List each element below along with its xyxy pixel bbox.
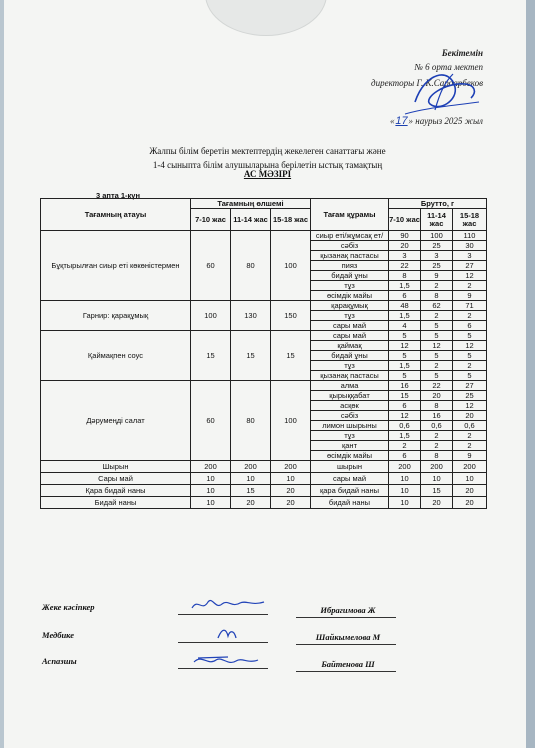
ingredient-gross-cell: 20 xyxy=(453,485,487,497)
ingredient-gross-cell: 6 xyxy=(453,321,487,331)
ingredient-gross-cell: 5 xyxy=(453,371,487,381)
heading-menu-title: АС МӘЗІРІ xyxy=(243,169,292,179)
ingredient-gross-cell: 3 xyxy=(421,251,453,261)
ingredient-gross-cell: 2 xyxy=(421,431,453,441)
ingredient-gross-cell: 5 xyxy=(421,371,453,381)
ingredient-gross-cell: 200 xyxy=(389,461,421,473)
dish-name-cell: Қаймақпен соус xyxy=(41,331,191,381)
dish-portion-cell: 150 xyxy=(271,301,311,331)
table-row xyxy=(41,497,487,509)
ingredient-gross-cell: 12 xyxy=(389,341,421,351)
ingredient-gross-cell: 1,5 xyxy=(389,281,421,291)
dish-portion-cell: 15 xyxy=(271,331,311,381)
ingredient-name-cell: сиыр еті/жұмсақ ет/ xyxy=(311,231,389,241)
ingredient-gross-cell: 12 xyxy=(453,271,487,281)
ingredient-gross-cell: 6 xyxy=(389,451,421,461)
ingredient-gross-cell: 5 xyxy=(389,331,421,341)
signature-name-entrepreneur: Ибрагимова Ж xyxy=(320,605,376,615)
ingredient-gross-cell: 2 xyxy=(389,441,421,451)
ingredient-name-cell: шырын xyxy=(311,461,389,473)
dish-portion-cell: 15 xyxy=(231,331,271,381)
approval-date-number: 17 xyxy=(395,115,408,127)
ingredient-gross-cell: 3 xyxy=(389,251,421,261)
ingredient-gross-cell: 5 xyxy=(389,351,421,361)
ingredient-name-cell: бидай ұны xyxy=(311,271,389,281)
dish-portion-cell: 60 xyxy=(191,381,231,461)
header-age-11-14: 11-14 жас xyxy=(231,209,271,231)
ingredient-gross-cell: 10 xyxy=(389,485,421,497)
ingredient-gross-cell: 2 xyxy=(453,281,487,291)
dish-portion-cell: 20 xyxy=(271,497,311,509)
week-day-label: 3 апта 1-күн xyxy=(96,191,141,200)
ingredient-name-cell: бидай наны xyxy=(311,497,389,509)
heading-line-2: 1-4 сыныпта білім алушыларына берілетін ыстық тамақтың xyxy=(152,160,383,170)
ingredient-gross-cell: 3 xyxy=(453,251,487,261)
dish-portion-cell: 60 xyxy=(191,231,231,301)
table-row xyxy=(41,231,487,241)
ingredient-gross-cell: 20 xyxy=(453,411,487,421)
ingredient-gross-cell: 5 xyxy=(389,371,421,381)
menu-table xyxy=(40,198,487,509)
ingredient-gross-cell: 2 xyxy=(421,311,453,321)
signature-line-cook xyxy=(178,668,268,669)
ingredient-gross-cell: 1,5 xyxy=(389,311,421,321)
dish-name-cell: Бұқтырылған сиыр еті көкөністермен xyxy=(41,231,191,301)
dish-portion-cell: 100 xyxy=(191,301,231,331)
table-row xyxy=(41,301,487,311)
dish-portion-cell: 100 xyxy=(271,231,311,301)
dish-portion-cell: 10 xyxy=(191,485,231,497)
ingredient-gross-cell: 0,6 xyxy=(389,421,421,431)
ingredient-gross-cell: 9 xyxy=(421,271,453,281)
ingredient-gross-cell: 10 xyxy=(389,473,421,485)
ingredient-gross-cell: 22 xyxy=(389,261,421,271)
header-portion-size: Тағамның өлшемі xyxy=(191,199,311,209)
dish-name-cell: Қара бидай наны xyxy=(41,485,191,497)
menu-table-body xyxy=(41,231,487,509)
ingredient-gross-cell: 100 xyxy=(421,231,453,241)
ingredient-name-cell: сары май xyxy=(311,473,389,485)
ingredient-gross-cell: 10 xyxy=(453,473,487,485)
ingredient-name-cell: өсімдік майы xyxy=(311,291,389,301)
ingredient-gross-cell: 8 xyxy=(421,291,453,301)
dish-name-cell: Бидай наны xyxy=(41,497,191,509)
dish-portion-cell: 80 xyxy=(231,231,271,301)
ingredient-gross-cell: 15 xyxy=(389,391,421,401)
ingredient-gross-cell: 110 xyxy=(453,231,487,241)
ingredient-gross-cell: 10 xyxy=(389,497,421,509)
dish-name-cell: Дәрумеңді салат xyxy=(41,381,191,461)
dish-portion-cell: 15 xyxy=(191,331,231,381)
dish-portion-cell: 10 xyxy=(191,497,231,509)
ingredient-gross-cell: 200 xyxy=(453,461,487,473)
heading-line-1: Жалпы білім беретін мектептердің жекелеген санаттағы және xyxy=(149,146,386,156)
dish-portion-cell: 20 xyxy=(271,485,311,497)
header-gross-age-11-14: 11-14 жас xyxy=(421,209,453,231)
binder-edge xyxy=(526,0,535,748)
name-line-cook xyxy=(296,671,396,672)
ingredient-gross-cell: 20 xyxy=(453,497,487,509)
ingredient-name-cell: сары май xyxy=(311,331,389,341)
ingredient-name-cell: қарақұмық xyxy=(311,301,389,311)
dish-name-cell: Гарнир: қарақұмық xyxy=(41,301,191,331)
ingredient-gross-cell: 25 xyxy=(421,241,453,251)
ingredient-gross-cell: 6 xyxy=(389,401,421,411)
ingredient-name-cell: алма xyxy=(311,381,389,391)
ingredient-name-cell: бидай ұны xyxy=(311,351,389,361)
dish-portion-cell: 10 xyxy=(191,473,231,485)
ingredient-gross-cell: 1,5 xyxy=(389,431,421,441)
ingredient-name-cell: қаймақ xyxy=(311,341,389,351)
ingredient-gross-cell: 0,6 xyxy=(453,421,487,431)
ingredient-gross-cell: 6 xyxy=(389,291,421,301)
header-gross-age-15-18: 15-18 жас xyxy=(453,209,487,231)
ingredient-gross-cell: 5 xyxy=(421,351,453,361)
table-row xyxy=(41,461,487,473)
ingredient-gross-cell: 2 xyxy=(421,281,453,291)
ingredient-gross-cell: 62 xyxy=(421,301,453,311)
ingredient-gross-cell: 90 xyxy=(389,231,421,241)
ingredient-gross-cell: 9 xyxy=(453,451,487,461)
approval-date-rest: наурыз 2025 жыл xyxy=(415,116,483,126)
ingredient-name-cell: тұз xyxy=(311,281,389,291)
header-gross-weight: Брутто, г xyxy=(389,199,487,209)
nurse-signature-image xyxy=(188,624,268,642)
dish-portion-cell: 10 xyxy=(231,473,271,485)
dish-portion-cell: 130 xyxy=(231,301,271,331)
ingredient-gross-cell: 20 xyxy=(389,241,421,251)
ingredient-name-cell: тұз xyxy=(311,361,389,371)
ingredient-gross-cell: 20 xyxy=(421,497,453,509)
ingredient-gross-cell: 16 xyxy=(389,381,421,391)
ingredient-gross-cell: 5 xyxy=(421,331,453,341)
approval-director: директоры Г. К.Сардарбеков xyxy=(371,78,483,88)
ingredient-gross-cell: 5 xyxy=(421,321,453,331)
ingredient-gross-cell: 25 xyxy=(421,261,453,271)
ingredient-gross-cell: 8 xyxy=(421,451,453,461)
ingredient-gross-cell: 12 xyxy=(421,341,453,351)
ingredient-name-cell: лимон шырыны xyxy=(311,421,389,431)
ingredient-gross-cell: 1,5 xyxy=(389,361,421,371)
ingredient-gross-cell: 71 xyxy=(453,301,487,311)
ingredient-gross-cell: 5 xyxy=(453,331,487,341)
ingredient-gross-cell: 200 xyxy=(421,461,453,473)
ingredient-gross-cell: 12 xyxy=(453,341,487,351)
approval-title: Бекітемін xyxy=(441,48,483,58)
dish-portion-cell: 80 xyxy=(231,381,271,461)
ingredient-name-cell: өсімдік майы xyxy=(311,451,389,461)
dish-portion-cell: 200 xyxy=(191,461,231,473)
ingredient-gross-cell: 2 xyxy=(421,441,453,451)
ingredient-gross-cell: 2 xyxy=(453,441,487,451)
ingredient-gross-cell: 15 xyxy=(421,485,453,497)
ingredient-gross-cell: 20 xyxy=(421,391,453,401)
ingredient-gross-cell: 27 xyxy=(453,381,487,391)
signature-line-entrepreneur xyxy=(178,614,268,615)
ingredient-name-cell: қызанақ пастасы xyxy=(311,371,389,381)
ingredient-gross-cell: 22 xyxy=(421,381,453,391)
signature-name-nurse: Шайкымелова М xyxy=(315,632,381,642)
ingredient-name-cell: тұз xyxy=(311,311,389,321)
dish-portion-cell: 100 xyxy=(271,381,311,461)
dish-name-cell: Сары май xyxy=(41,473,191,485)
ingredient-gross-cell: 25 xyxy=(453,391,487,401)
ingredient-gross-cell: 16 xyxy=(421,411,453,421)
table-row xyxy=(41,473,487,485)
header-age-7-10: 7-10 жас xyxy=(191,209,231,231)
signature-name-cook: Байтенова Ш xyxy=(321,659,375,669)
ingredient-gross-cell: 2 xyxy=(453,361,487,371)
dish-name-cell: Шырын xyxy=(41,461,191,473)
name-line-nurse xyxy=(296,644,396,645)
ingredient-gross-cell: 27 xyxy=(453,261,487,271)
table-row xyxy=(41,331,487,341)
ingredient-gross-cell: 9 xyxy=(453,291,487,301)
ingredient-name-cell: сары май xyxy=(311,321,389,331)
ingredient-name-cell: қырыққабат xyxy=(311,391,389,401)
dish-portion-cell: 200 xyxy=(271,461,311,473)
ingredient-name-cell: асқөк xyxy=(311,401,389,411)
approval-school: № 6 орта мектеп xyxy=(414,62,483,72)
director-signature-image xyxy=(395,62,485,122)
dish-portion-cell: 200 xyxy=(231,461,271,473)
ingredient-gross-cell: 30 xyxy=(453,241,487,251)
ingredient-gross-cell: 8 xyxy=(389,271,421,281)
name-line-entrepreneur xyxy=(296,617,396,618)
ingredient-name-cell: сәбіз xyxy=(311,411,389,421)
ingredient-gross-cell: 4 xyxy=(389,321,421,331)
dish-portion-cell: 10 xyxy=(271,473,311,485)
entrepreneur-signature-image xyxy=(188,596,268,614)
ingredient-name-cell: тұз xyxy=(311,431,389,441)
signature-role-nurse: Медбике xyxy=(42,630,75,640)
ingredient-gross-cell: 2 xyxy=(421,361,453,371)
ingredient-name-cell: сәбіз xyxy=(311,241,389,251)
ingredient-gross-cell: 12 xyxy=(389,411,421,421)
ingredient-gross-cell: 2 xyxy=(453,431,487,441)
ingredient-gross-cell: 12 xyxy=(453,401,487,411)
approval-date: «17» наурыз 2025 жыл xyxy=(390,115,483,127)
ingredient-gross-cell: 2 xyxy=(453,311,487,321)
ingredient-name-cell: қант xyxy=(311,441,389,451)
ingredient-name-cell: пияз xyxy=(311,261,389,271)
ingredient-gross-cell: 48 xyxy=(389,301,421,311)
ingredient-gross-cell: 5 xyxy=(453,351,487,361)
ingredient-gross-cell: 8 xyxy=(421,401,453,411)
ingredient-gross-cell: 10 xyxy=(421,473,453,485)
ingredient-gross-cell: 0,6 xyxy=(421,421,453,431)
ingredient-name-cell: қызанақ пастасы xyxy=(311,251,389,261)
ingredient-name-cell: қара бидай наны xyxy=(311,485,389,497)
header-composition: Тағам құрамы xyxy=(311,199,389,231)
header-age-15-18: 15-18 жас xyxy=(271,209,311,231)
signature-role-entrepreneur: Жеке кәсіпкер xyxy=(42,602,95,612)
table-row xyxy=(41,485,487,497)
signature-role-cook: Аспазшы xyxy=(42,656,77,666)
signature-line-nurse xyxy=(178,642,268,643)
dish-portion-cell: 20 xyxy=(231,497,271,509)
header-gross-age-7-10: 7-10 жас xyxy=(389,209,421,231)
header-dish-name: Тағамның атауы xyxy=(41,199,191,231)
dish-portion-cell: 15 xyxy=(231,485,271,497)
table-row xyxy=(41,381,487,391)
